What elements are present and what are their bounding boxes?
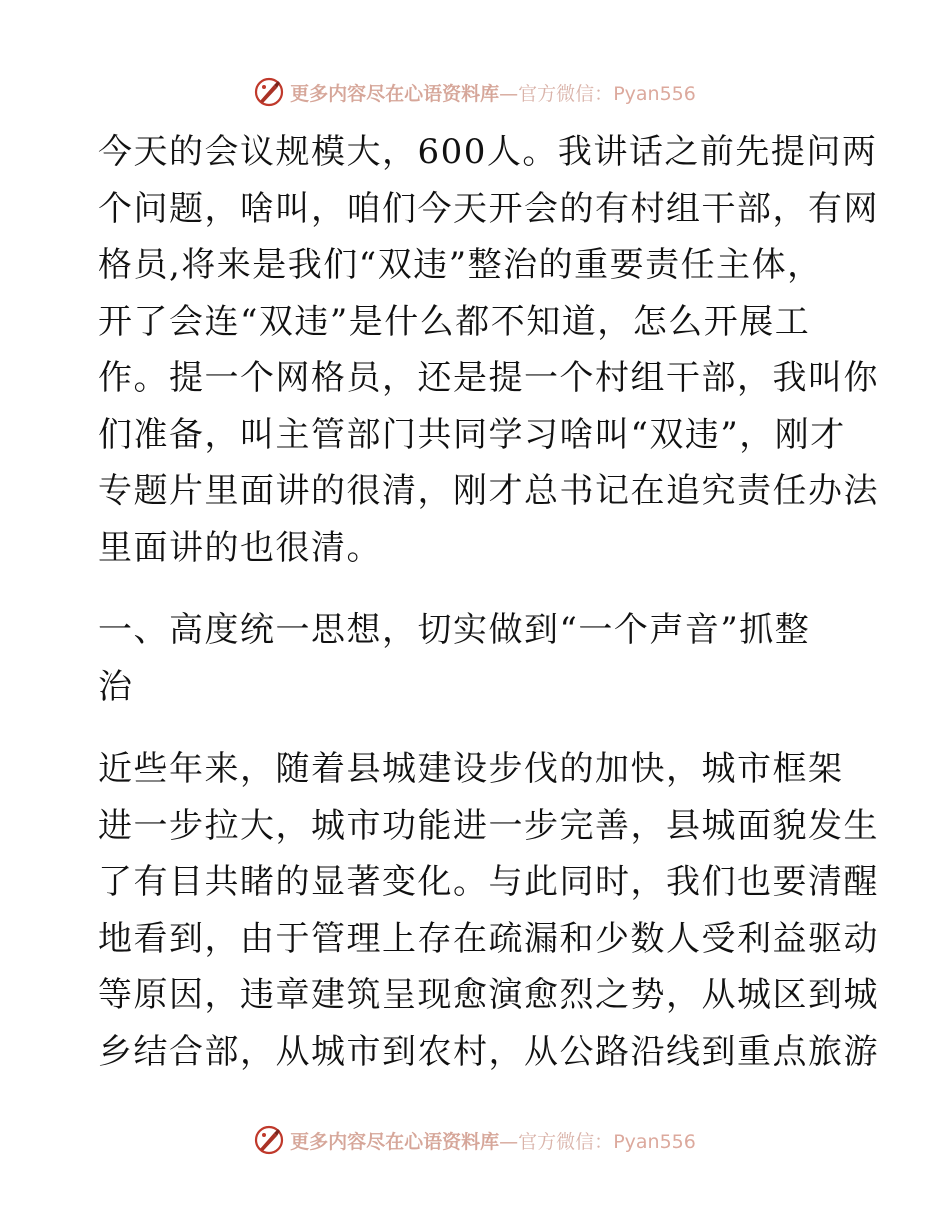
text-line: 开了会连“双违”是什么都不知道，怎么开展工 [98, 301, 811, 342]
text-line: 今天的会议规模大，600人。我讲话之前先提问两 [98, 132, 878, 172]
text-line: 一、高度统一思想，切实做到“一个声音”抓整 [98, 610, 811, 650]
text-line: 治 [98, 666, 134, 707]
text-line: 等原因，违章建筑呈现愈演愈烈之势，从城区到城 [98, 975, 879, 1015]
document-body [98, 124, 879, 1080]
text-line: 乡结合部，从城市到农村，从公路沿线到重点旅游 [98, 1031, 879, 1072]
paragraph-body [98, 741, 879, 1080]
watermark-main: 更多内容尽在心语资料库 [290, 1130, 500, 1153]
text-line: 进一步拉大，城市功能进一步完善，县城面貌发生 [98, 805, 879, 846]
text-line: 近些年来，随着县城建设步伐的加快，城市框架 [98, 749, 844, 789]
header-watermark [0, 72, 950, 112]
text-line: 地看到，由于管理上存在疏漏和少数人受利益驱动 [98, 918, 879, 959]
watermark-sub: 官方微信： [518, 82, 614, 105]
pen-logo-icon [254, 77, 284, 107]
text-line: 里面讲的也很清。 [98, 527, 382, 568]
watermark-dash: — [499, 1130, 519, 1153]
watermark-id: Pyan556 [613, 1130, 696, 1153]
text-line: 们准备，叫主管部门共同学习啥叫“双违”，刚才 [98, 414, 846, 455]
pen-logo-icon [254, 1125, 284, 1155]
text-line: 作。提一个网格员，还是提一个村组干部，我叫你 [98, 358, 879, 398]
text-line: 个问题，啥叫，咱们今天开会的有村组干部，有网 [98, 188, 879, 229]
watermark-text [290, 1127, 696, 1154]
paragraph-intro [98, 124, 879, 576]
text-line: 专题片里面讲的很清，刚才总书记在追究责任办法 [98, 471, 879, 511]
text-line: 了有目共睹的显著变化。与此同时，我们也要清醒 [98, 862, 879, 902]
watermark-main: 更多内容尽在心语资料库 [290, 82, 500, 105]
section-heading [98, 602, 858, 715]
footer-watermark [0, 1120, 950, 1160]
watermark-text [290, 79, 696, 106]
watermark-sub: 官方微信： [518, 1130, 614, 1153]
text-line: 格员,将来是我们“双违”整治的重要责任主体， [98, 245, 823, 285]
watermark-dash: — [499, 82, 519, 105]
watermark-id: Pyan556 [613, 82, 696, 105]
